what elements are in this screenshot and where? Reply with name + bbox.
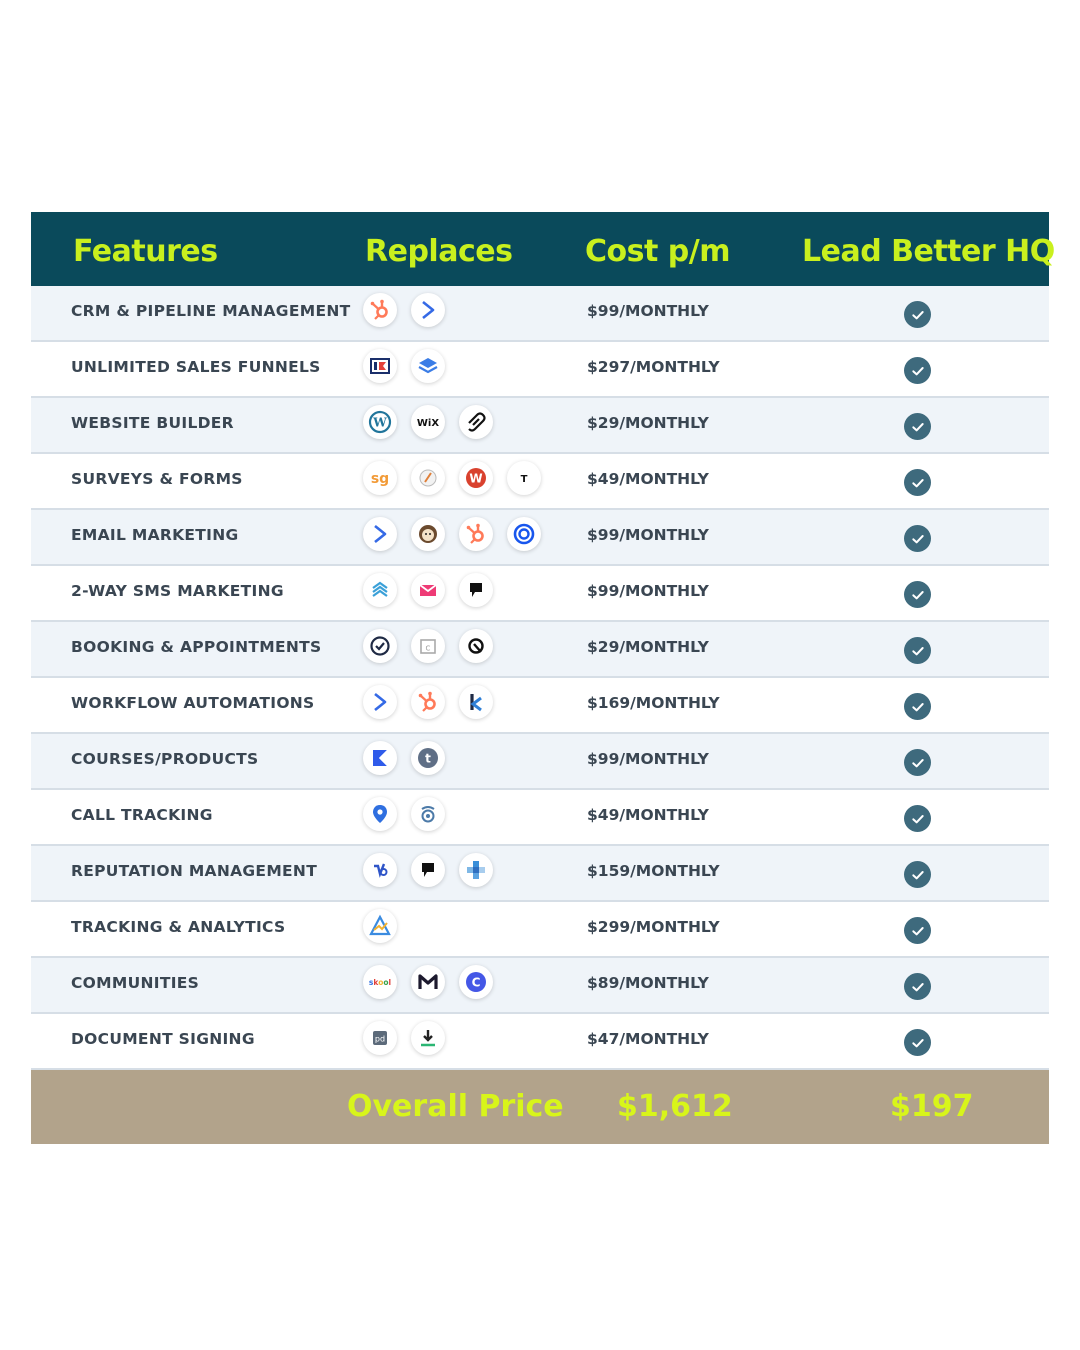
feature-name: COURSES/PRODUCTS: [71, 750, 259, 768]
header-features: Features: [73, 234, 218, 269]
acuity-icon: [459, 629, 493, 663]
monthly-cost: $89/MONTHLY: [587, 974, 709, 992]
replaced-tools: [363, 349, 445, 385]
table-header: [31, 212, 1055, 286]
svg-text:T: T: [520, 474, 528, 485]
header-brand: Lead Better HQ: [802, 234, 1055, 269]
callrail-icon: [363, 797, 397, 831]
grade-us-icon: [459, 853, 493, 887]
keap-icon: [459, 685, 493, 719]
monthly-cost: $29/MONTHLY: [587, 638, 709, 656]
table-row: [31, 454, 1049, 510]
feature-name: TRACKING & ANALYTICS: [71, 918, 286, 936]
monthly-cost: $297/MONTHLY: [587, 358, 720, 376]
leadpages-icon: [411, 349, 445, 383]
monthly-cost: $99/MONTHLY: [587, 302, 709, 320]
feature-name: WORKFLOW AUTOMATIONS: [71, 694, 315, 712]
check-icon: [904, 805, 931, 832]
overall-total-cost: $1,612: [617, 1089, 733, 1124]
monthly-cost: $99/MONTHLY: [587, 582, 709, 600]
feature-name: EMAIL MARKETING: [71, 526, 239, 544]
check-icon: [904, 973, 931, 1000]
hubspot-icon: [459, 517, 493, 551]
wufoo-icon: [459, 461, 493, 495]
table-row: [31, 510, 1049, 566]
activecampaign-icon: [363, 517, 397, 551]
hubspot-icon: [411, 685, 445, 719]
replaced-tools: [363, 405, 493, 441]
monthly-cost: $169/MONTHLY: [587, 694, 720, 712]
check-icon: [904, 1029, 931, 1056]
replaced-tools: [363, 1021, 445, 1057]
feature-name: BOOKING & APPOINTMENTS: [71, 638, 322, 656]
table-row: [31, 622, 1049, 678]
replaced-tools: [363, 685, 493, 721]
feature-name: UNLIMITED SALES FUNNELS: [71, 358, 321, 376]
birdeye-icon: [363, 853, 397, 887]
svg-text:WiX: WiX: [416, 418, 440, 429]
replaced-tools: [363, 573, 493, 609]
pandadoc-icon: [363, 1021, 397, 1055]
check-icon: [904, 637, 931, 664]
monthly-cost: $49/MONTHLY: [587, 806, 709, 824]
calendar-icon: [411, 629, 445, 663]
monthly-cost: $99/MONTHLY: [587, 526, 709, 544]
check-icon: [904, 301, 931, 328]
replaced-tools: [363, 965, 493, 1001]
podium-icon: [411, 853, 445, 887]
replaced-tools: [363, 629, 493, 665]
table-row: [31, 902, 1049, 958]
feature-name: WEBSITE BUILDER: [71, 414, 234, 432]
feature-name: DOCUMENT SIGNING: [71, 1030, 255, 1048]
monthly-cost: $29/MONTHLY: [587, 414, 709, 432]
comparison-table: [31, 212, 1055, 1144]
check-icon: [904, 693, 931, 720]
monthly-cost: $159/MONTHLY: [587, 862, 720, 880]
table-row: [31, 846, 1049, 902]
svg-text:pd: pd: [374, 1034, 386, 1044]
check-icon: [904, 861, 931, 888]
calendly-icon: [363, 629, 397, 663]
replaced-tools: [363, 461, 541, 497]
constantcontact-icon: [507, 517, 541, 551]
feature-name: COMMUNITIES: [71, 974, 200, 992]
monthly-cost: $99/MONTHLY: [587, 750, 709, 768]
docusign-icon: [411, 1021, 445, 1055]
podium-icon: [459, 573, 493, 607]
check-icon: [904, 749, 931, 776]
kajabi-icon: [363, 741, 397, 775]
replaced-tools: [363, 293, 445, 329]
svg-text:sg: sg: [370, 471, 390, 487]
table-row: [31, 790, 1049, 846]
circle-icon: [459, 965, 493, 999]
check-icon: [904, 469, 931, 496]
svg-text:t: t: [425, 751, 431, 766]
surveygizmo-icon: [363, 461, 397, 495]
monthly-cost: $49/MONTHLY: [587, 470, 709, 488]
check-icon: [904, 413, 931, 440]
typeform-icon: [507, 461, 541, 495]
mailchimp-icon: [411, 517, 445, 551]
overall-price-label: Overall Price: [347, 1089, 564, 1124]
feature-name: 2-WAY SMS MARKETING: [71, 582, 284, 600]
feature-name: SURVEYS & FORMS: [71, 470, 243, 488]
table-row: [31, 566, 1049, 622]
svg-text:W: W: [469, 471, 483, 486]
svg-text:skool: skool: [368, 978, 392, 987]
check-icon: [904, 525, 931, 552]
table-row: [31, 734, 1049, 790]
hubspot-icon: [363, 293, 397, 327]
analytics-icon: [363, 909, 397, 943]
replaced-tools: [363, 909, 397, 945]
replaced-tools: [363, 853, 493, 889]
check-icon: [904, 357, 931, 384]
monthly-cost: $47/MONTHLY: [587, 1030, 709, 1048]
feature-name: CALL TRACKING: [71, 806, 213, 824]
table-footer: [31, 1070, 1049, 1144]
replaced-tools: [363, 741, 445, 777]
wix-icon: [411, 405, 445, 439]
activecampaign-icon: [411, 293, 445, 327]
table-row: [31, 398, 1049, 454]
table-row: [31, 958, 1049, 1014]
svg-text:W: W: [373, 415, 387, 430]
textmagic-icon: [411, 573, 445, 607]
monthly-cost: $299/MONTHLY: [587, 918, 720, 936]
feature-name: REPUTATION MANAGEMENT: [71, 862, 318, 880]
check-icon: [904, 917, 931, 944]
simpletexting-icon: [363, 573, 397, 607]
ringba-icon: [411, 797, 445, 831]
mighty-networks-icon: [411, 965, 445, 999]
surveymonkey-icon: [411, 461, 445, 495]
squarespace-icon: [459, 405, 493, 439]
table-row: [31, 342, 1049, 398]
skool-icon: [363, 965, 397, 999]
brand-price: $197: [890, 1089, 974, 1124]
activecampaign-icon: [363, 685, 397, 719]
table-body: [31, 286, 1049, 1070]
wordpress-icon: [363, 405, 397, 439]
clickfunnels-icon: [363, 349, 397, 383]
header-cost: Cost p/m: [585, 234, 730, 269]
svg-text:C: C: [425, 644, 431, 653]
header-replaces: Replaces: [365, 234, 513, 269]
check-icon: [904, 581, 931, 608]
replaced-tools: [363, 797, 445, 833]
table-row: [31, 286, 1049, 342]
teachable-icon: [411, 741, 445, 775]
feature-name: CRM & PIPELINE MANAGEMENT: [71, 302, 351, 320]
table-row: [31, 678, 1049, 734]
svg-text:C: C: [471, 975, 481, 990]
table-row: [31, 1014, 1049, 1070]
replaced-tools: [363, 517, 541, 553]
